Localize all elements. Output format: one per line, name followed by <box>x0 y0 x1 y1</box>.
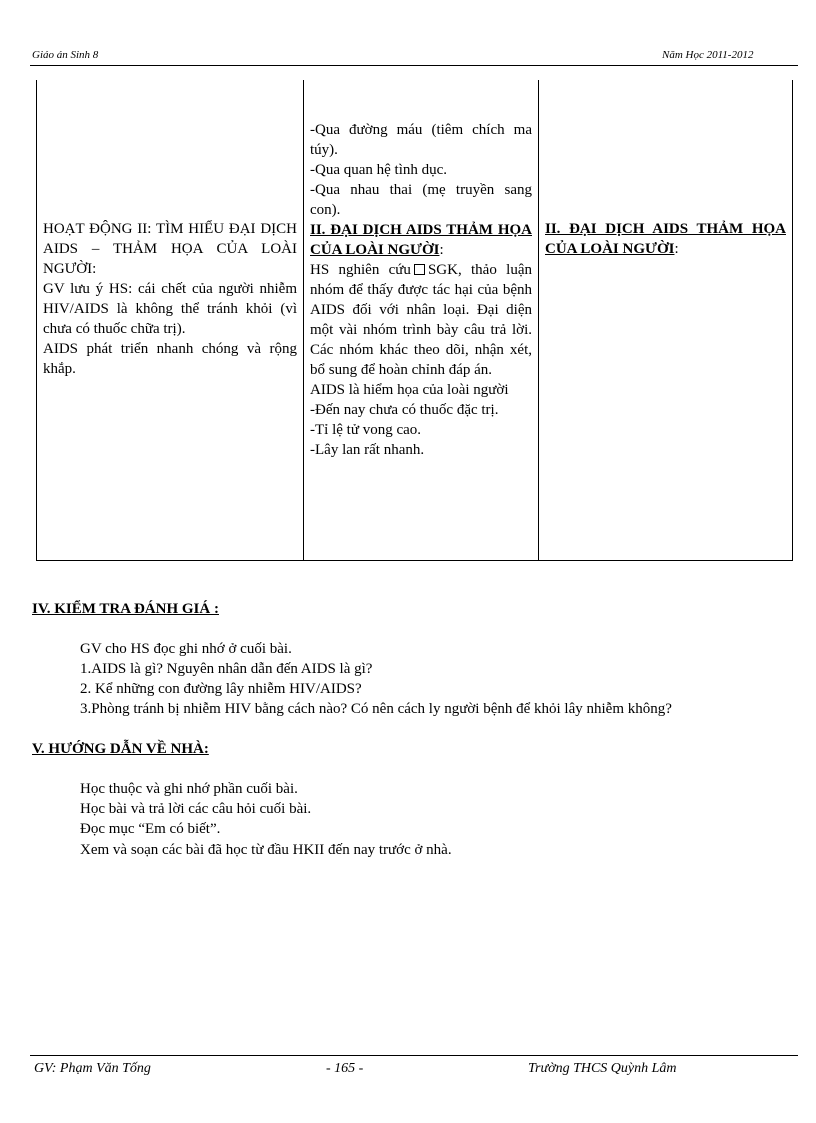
transmission-mother-child: -Qua nhau thai (mẹ truyền sang con). <box>310 182 532 218</box>
activity-heading: HOẠT ĐỘNG II: TÌM HIỂU ĐẠI DỊCH AIDS – THẢM HỌA CỦA LOÀI NGƯỜI: <box>43 221 297 277</box>
homework-line-2: Học bài và trả lời các câu hỏi cuối bài. <box>80 801 312 817</box>
transmission-sex: -Qua quan hệ tình dục. <box>310 162 448 178</box>
section-heading-col2-colon: : <box>439 242 444 258</box>
evaluation-line-2: 1.AIDS là gì? Nguyên nhân dẫn đến AIDS là gì? <box>80 661 373 677</box>
header-school-year: Năm Học 2011-2012 <box>662 49 754 61</box>
homework-line-4: Xem và soạn các bài đã học từ đầu HKII đến nay trước ở nhà. <box>80 842 452 858</box>
footer-divider <box>30 1055 798 1056</box>
evaluation-line-3: 2. Kể những con đường lây nhiễm HIV/AIDS? <box>80 681 362 697</box>
aids-danger: AIDS là hiểm họa của loài người <box>310 382 509 398</box>
footer-teacher: GV: Phạm Văn Tống <box>34 1061 151 1076</box>
section-heading-col3-colon: : <box>674 241 679 257</box>
content-cell <box>539 80 793 561</box>
task-prefix: HS nghiên cứu <box>310 262 411 278</box>
section-heading-col2 <box>310 220 532 260</box>
lesson-table <box>36 80 793 561</box>
transmission-blood: -Qua đường máu (tiêm chích ma túy). <box>310 122 532 158</box>
footer-school: Trường THCS Quỳnh Lâm <box>528 1061 677 1076</box>
task-suffix: SGK, thảo luận nhóm để thấy được tác hại của bệnh AIDS đối với nhân loại. Đại diện một vài nhóm trình bày câu trả lời. Các nhóm khác theo dõi, nhận xét, bổ sung để hoàn chỉnh đáp án. <box>310 262 532 378</box>
teacher-activity-cell <box>37 80 304 561</box>
footer-page-number: - 165 - <box>326 1061 364 1076</box>
section-homework-title: V. HƯỚNG DẪN VỀ NHÀ: <box>32 741 209 757</box>
activity-note: GV lưu ý HS: cái chết của người nhiễm HIV/AIDS là không thể tránh khỏi (vì chưa có thuốc chữa trị). <box>43 281 297 337</box>
no-cure: -Đến nay chưa có thuốc đặc trị. <box>310 402 499 418</box>
homework-line-3: Đọc mục “Em có biết”. <box>80 821 221 837</box>
student-task <box>310 260 532 380</box>
fast-spread: -Lây lan rất nhanh. <box>310 442 425 458</box>
section-evaluation-title: IV. KIỂM TRA ĐÁNH GIÁ : <box>32 601 219 617</box>
evaluation-line-4: 3.Phòng tránh bị nhiễm HIV bằng cách nào? Có nên cách ly người bệnh để khỏi lây nhiễm không? <box>80 701 672 717</box>
activity-spread: AIDS phát triển nhanh chóng và rộng khắp. <box>43 341 297 377</box>
square-icon <box>414 264 425 275</box>
section-heading-col3-text: II. ĐẠI DỊCH AIDS THẢM HỌA CỦA LOÀI NGƯỜI <box>545 221 786 257</box>
header-divider <box>30 65 798 66</box>
evaluation-line-1: GV cho HS đọc ghi nhớ ở cuối bài. <box>80 641 292 657</box>
homework-line-1: Học thuộc và ghi nhớ phần cuối bài. <box>80 781 298 797</box>
high-mortality: -Tỉ lệ tử vong cao. <box>310 422 422 438</box>
student-activity-cell <box>304 80 539 561</box>
section-heading-col2-text: II. ĐẠI DỊCH AIDS THẢM HỌA CỦA LOÀI NGƯỜI <box>310 222 532 258</box>
header-subject: Giáo án Sinh 8 <box>32 49 99 61</box>
